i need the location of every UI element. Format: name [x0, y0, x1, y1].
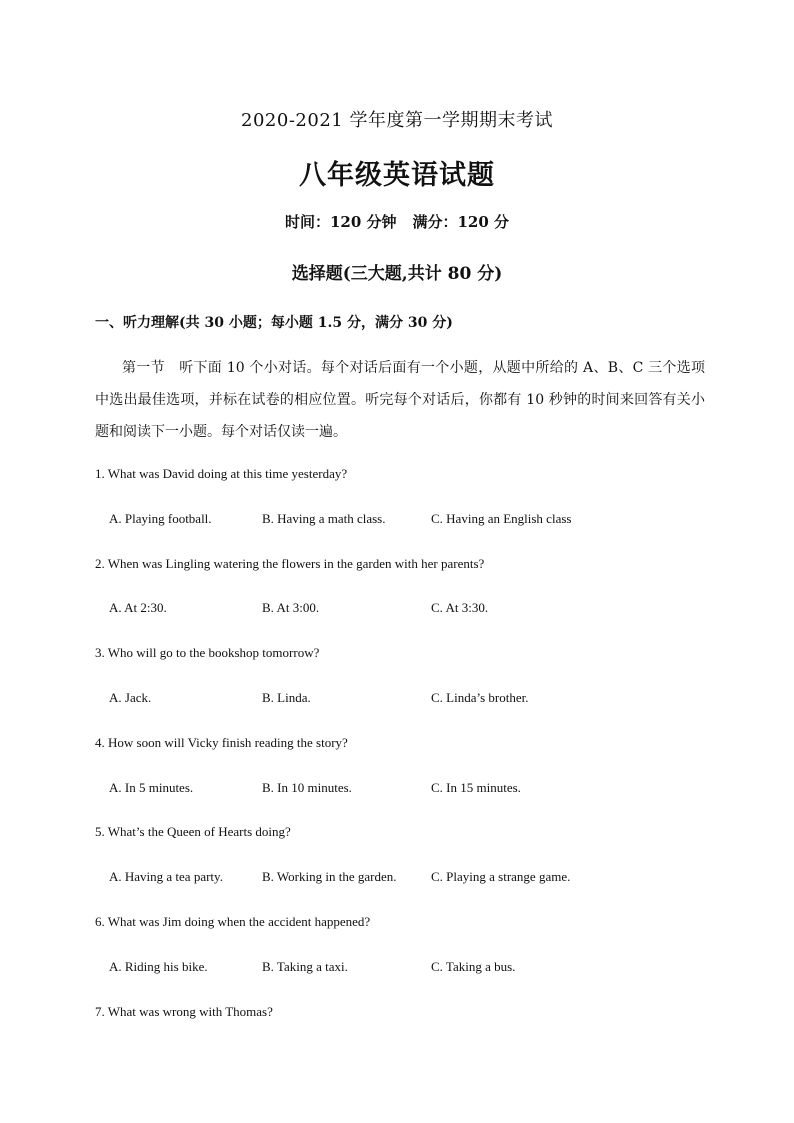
question-3-options: [109, 690, 709, 710]
option-a: A. Having a tea party.: [109, 869, 223, 884]
school-year-title: 2020-2021 学年度第一学期期末考试: [241, 110, 553, 131]
option-b: B. At 3:00.: [262, 600, 320, 615]
exam-title: 八年级英语试题: [299, 160, 495, 191]
option-b: B. Working in the garden.: [262, 869, 397, 884]
part-heading: 一、听力理解(共 30 小题；每小题 1.5 分，满分 30 分): [95, 315, 453, 331]
option-c: C. Having an English class: [431, 511, 572, 526]
option-a: A. In 5 minutes.: [109, 780, 194, 795]
question-2: 2. When was Lingling watering the flowers in the garden with her parents?: [95, 556, 485, 571]
option-b: B. Having a math class.: [262, 511, 386, 526]
question-6: 6. What was Jim doing when the accident happened?: [95, 914, 371, 929]
question-7: 7. What was wrong with Thomas?: [95, 1004, 273, 1019]
option-a: A. Playing football.: [109, 511, 212, 526]
exam-time-score: [0, 211, 794, 232]
question-4: 4. How soon will Vicky finish reading the story?: [95, 735, 348, 750]
question-1-options: [109, 511, 709, 531]
option-c: C. Taking a bus.: [431, 959, 516, 974]
question-6-options: [109, 959, 709, 979]
time-info: 时间：120 分钟: [284, 213, 397, 231]
question-2-options: [109, 600, 709, 620]
section-instructions: 第一节 听下面 10 个小对话。每个对话后面有一个小题，从题中所给的 A、B、C 三个选项中选出最佳选项，并标在试卷的相应位置。听完每个对话后，你都有 10 秒钟的时间来回答有关小题和阅读下一小题。每个对话仅读一遍。: [95, 360, 705, 440]
option-c: C. In 15 minutes.: [431, 780, 521, 795]
option-b: B. Taking a taxi.: [262, 959, 348, 974]
option-c: C. Playing a strange game.: [431, 869, 571, 884]
question-3: 3. Who will go to the bookshop tomorrow?: [95, 645, 320, 660]
option-a: A. Jack.: [109, 690, 152, 705]
question-5-options: [109, 869, 709, 889]
option-c: C. Linda’s brother.: [431, 690, 529, 705]
option-a: A. Riding his bike.: [109, 959, 208, 974]
option-b: B. Linda.: [262, 690, 311, 705]
option-c: C. At 3:30.: [431, 600, 489, 615]
question-5: 5. What’s the Queen of Hearts doing?: [95, 824, 291, 839]
section-title: 选择题(三大题,共计 80 分): [291, 264, 503, 284]
score-info: 满分：120 分: [412, 213, 510, 231]
question-1: 1. What was David doing at this time yesterday?: [95, 466, 348, 481]
question-4-options: [109, 780, 709, 800]
option-a: A. At 2:30.: [109, 600, 167, 615]
option-b: B. In 10 minutes.: [262, 780, 352, 795]
